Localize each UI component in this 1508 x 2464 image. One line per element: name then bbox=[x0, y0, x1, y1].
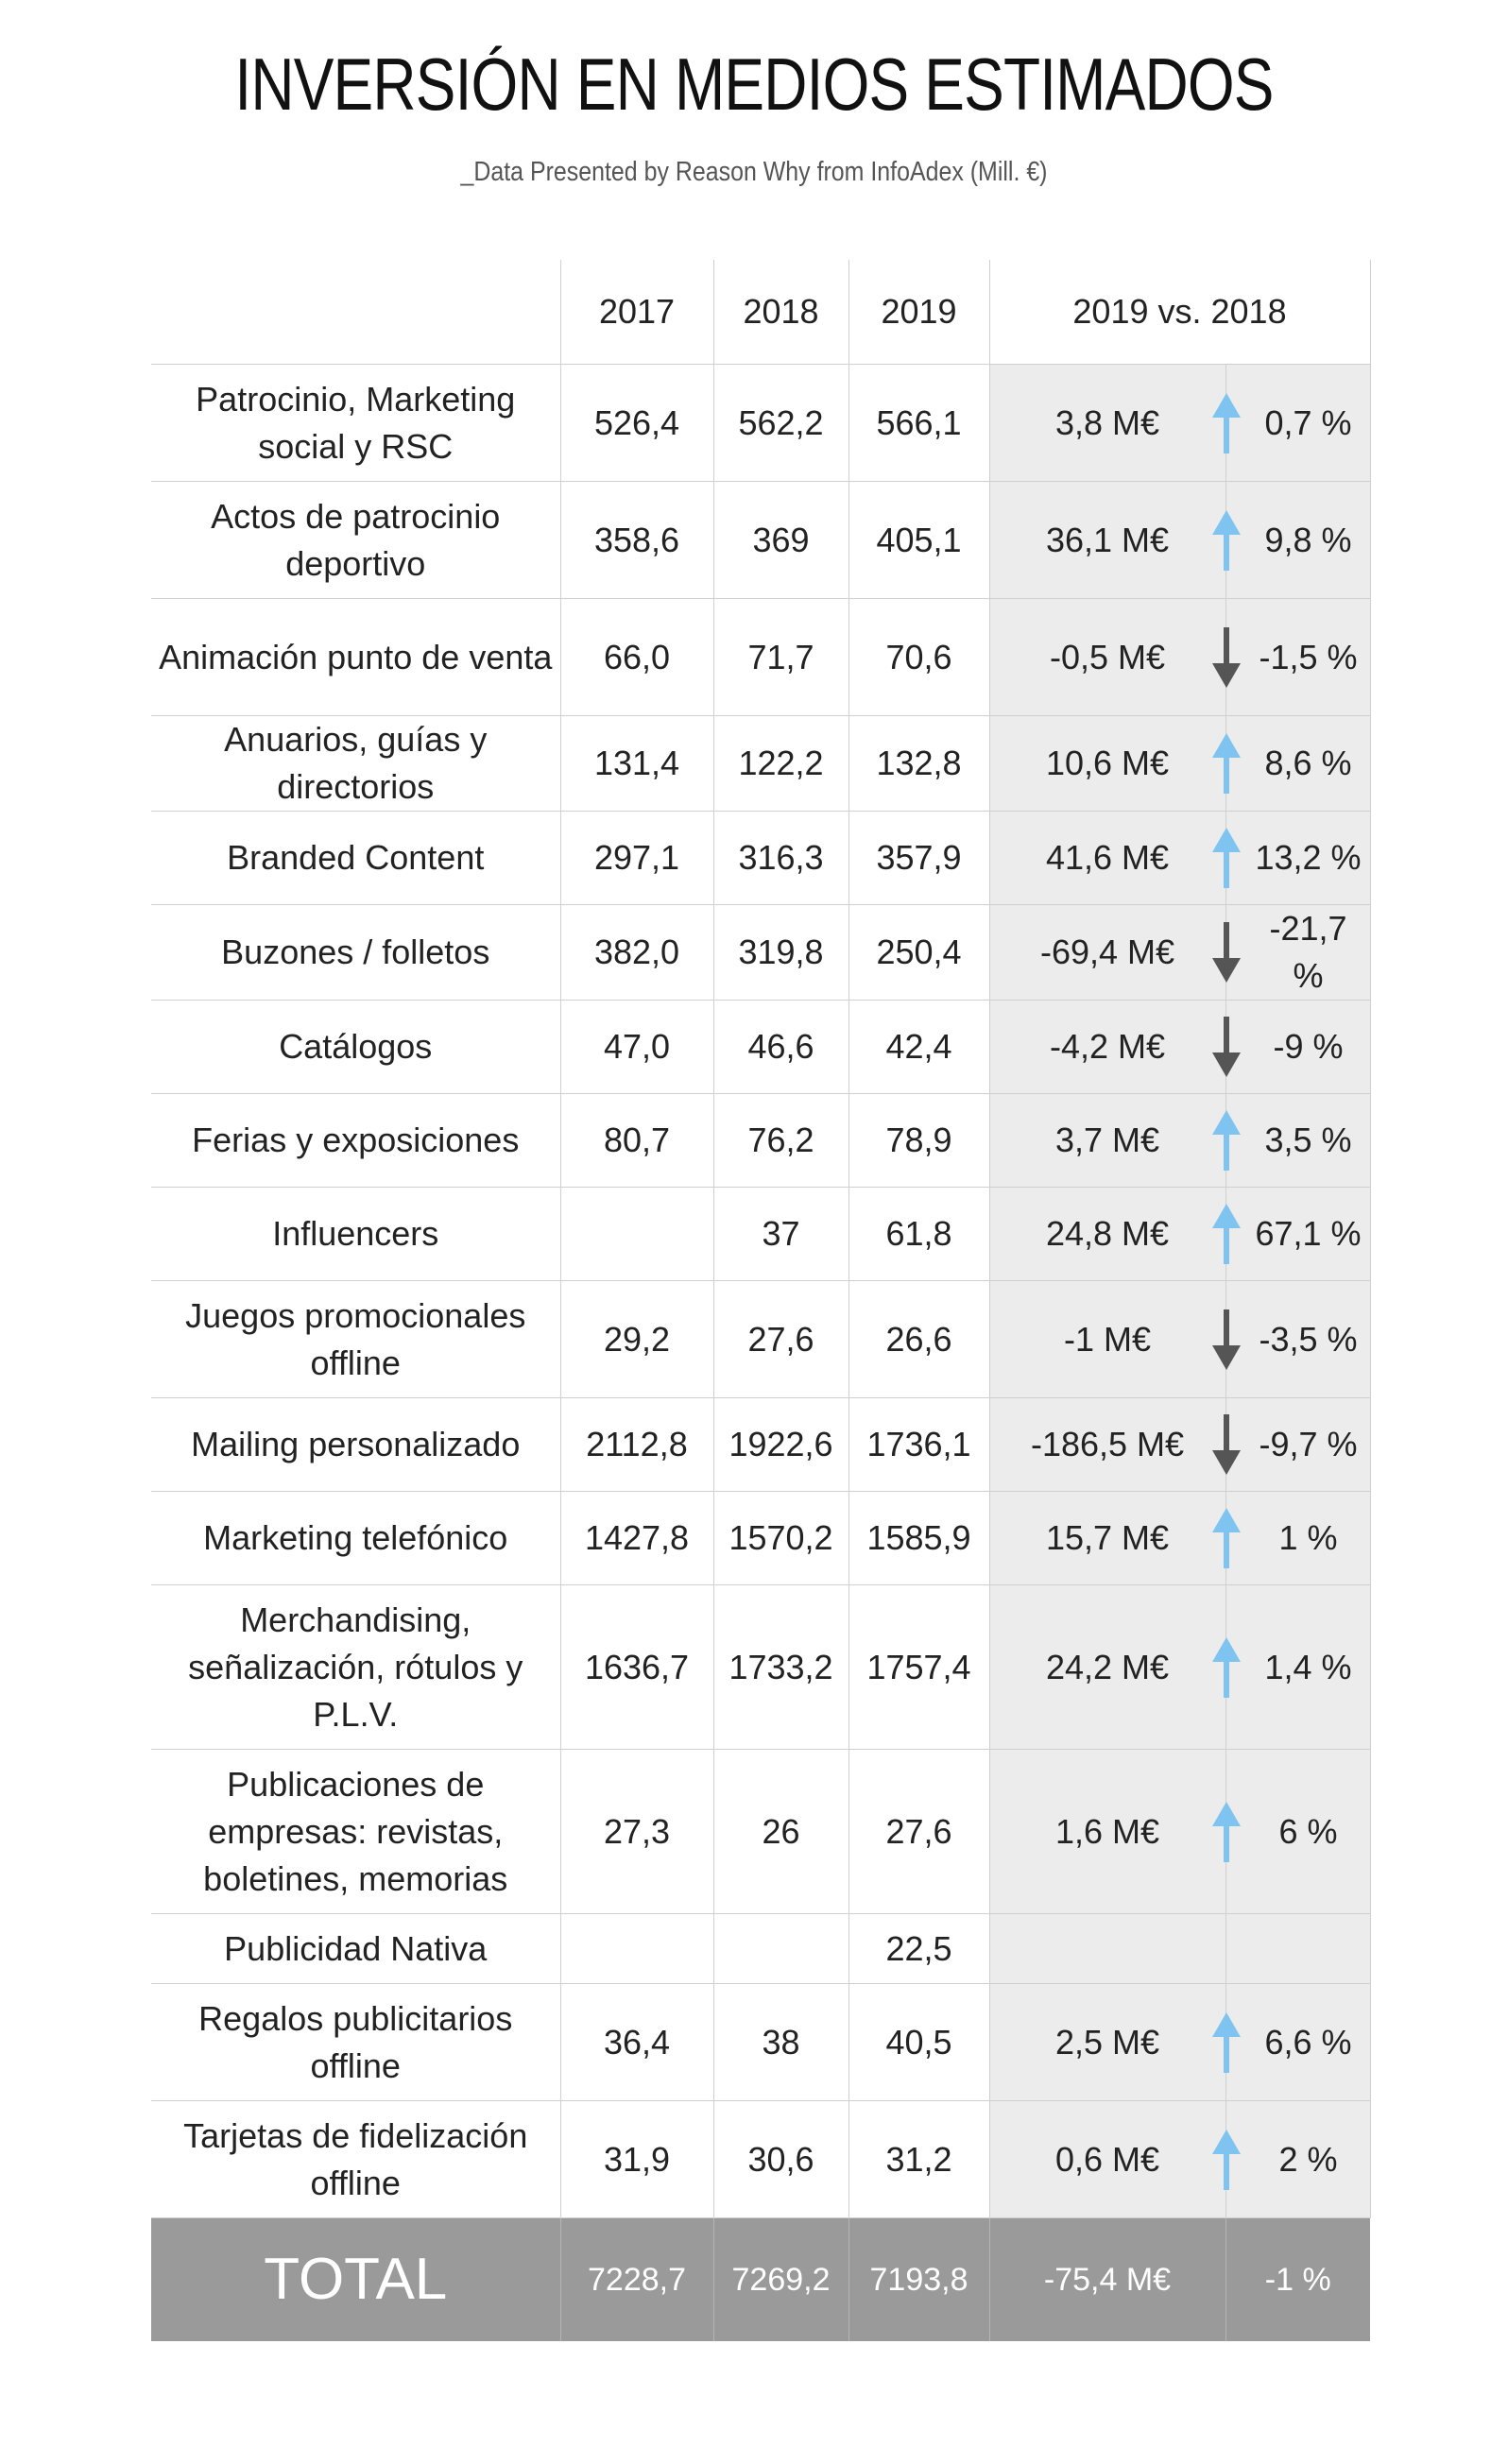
header-blank-cell bbox=[151, 260, 560, 365]
pct-value: -1,5 % bbox=[1259, 637, 1358, 676]
value-2018: 26 bbox=[713, 1750, 848, 1914]
table-row bbox=[151, 905, 1370, 1001]
total-2017: 7228,7 bbox=[560, 2218, 713, 2342]
value-2017: 382,0 bbox=[560, 905, 713, 1001]
value-2017: 31,9 bbox=[560, 2101, 713, 2218]
value-2018: 46,6 bbox=[713, 1001, 848, 1094]
diff-value: 24,2 M€ bbox=[989, 1585, 1225, 1750]
table-row bbox=[151, 716, 1370, 812]
header-2018: 2018 bbox=[713, 260, 848, 365]
value-2017: 47,0 bbox=[560, 1001, 713, 1094]
value-2018: 76,2 bbox=[713, 1094, 848, 1188]
diff-value: 10,6 M€ bbox=[989, 716, 1225, 812]
table-row bbox=[151, 1914, 1370, 1984]
total-pct: -1 % bbox=[1225, 2218, 1370, 2342]
row-label: Tarjetas de fidelización offline bbox=[151, 2101, 560, 2218]
diff-value: 36,1 M€ bbox=[989, 482, 1225, 599]
value-2019: 1585,9 bbox=[848, 1492, 989, 1585]
value-2017 bbox=[560, 1188, 713, 1281]
diff-value: -0,5 M€ bbox=[989, 599, 1225, 716]
pct-cell bbox=[1225, 716, 1370, 812]
diff-value: 2,5 M€ bbox=[989, 1984, 1225, 2101]
total-2019: 7193,8 bbox=[848, 2218, 989, 2342]
value-2018: 71,7 bbox=[713, 599, 848, 716]
row-label: Publicidad Nativa bbox=[151, 1914, 560, 1984]
pct-cell bbox=[1225, 2101, 1370, 2218]
arrow-down-icon bbox=[1212, 922, 1241, 983]
row-label: Branded Content bbox=[151, 812, 560, 905]
pct-value: -21,7 % bbox=[1269, 909, 1347, 995]
table-row bbox=[151, 365, 1370, 482]
pct-cell bbox=[1225, 1585, 1370, 1750]
pct-cell bbox=[1225, 482, 1370, 599]
table-row bbox=[151, 1188, 1370, 1281]
diff-value: -4,2 M€ bbox=[989, 1001, 1225, 1094]
table-row bbox=[151, 1984, 1370, 2101]
value-2018: 1733,2 bbox=[713, 1585, 848, 1750]
arrow-up-icon bbox=[1212, 510, 1241, 571]
value-2019: 70,6 bbox=[848, 599, 989, 716]
value-2017: 297,1 bbox=[560, 812, 713, 905]
diff-value: 0,6 M€ bbox=[989, 2101, 1225, 2218]
row-label: Animación punto de venta bbox=[151, 599, 560, 716]
total-2018: 7269,2 bbox=[713, 2218, 848, 2342]
value-2018: 562,2 bbox=[713, 365, 848, 482]
pct-cell bbox=[1225, 1984, 1370, 2101]
pct-cell bbox=[1225, 1398, 1370, 1492]
arrow-up-icon bbox=[1212, 1508, 1241, 1568]
value-2017 bbox=[560, 1914, 713, 1984]
diff-value: -186,5 M€ bbox=[989, 1398, 1225, 1492]
pct-cell bbox=[1225, 365, 1370, 482]
header-2019: 2019 bbox=[848, 260, 989, 365]
value-2019: 250,4 bbox=[848, 905, 989, 1001]
value-2019: 40,5 bbox=[848, 1984, 989, 2101]
pct-value: 0,7 % bbox=[1264, 402, 1352, 442]
page-subtitle: _Data Presented by Reason Why from InfoAdex (Mill. €) bbox=[460, 157, 1048, 187]
value-2017: 131,4 bbox=[560, 716, 713, 812]
table-row bbox=[151, 1492, 1370, 1585]
diff-value: 3,8 M€ bbox=[989, 365, 1225, 482]
pct-value: 9,8 % bbox=[1264, 520, 1352, 559]
value-2019: 61,8 bbox=[848, 1188, 989, 1281]
value-2018: 37 bbox=[713, 1188, 848, 1281]
value-2017: 1636,7 bbox=[560, 1585, 713, 1750]
table-row bbox=[151, 1281, 1370, 1398]
arrow-up-icon bbox=[1212, 1637, 1241, 1698]
value-2018: 316,3 bbox=[713, 812, 848, 905]
value-2019: 26,6 bbox=[848, 1281, 989, 1398]
pct-value: -9 % bbox=[1273, 1027, 1344, 1066]
table-row bbox=[151, 2101, 1370, 2218]
value-2018: 319,8 bbox=[713, 905, 848, 1001]
pct-value: 1 % bbox=[1278, 1518, 1338, 1557]
arrow-up-icon bbox=[1212, 2012, 1241, 2073]
value-2018: 1922,6 bbox=[713, 1398, 848, 1492]
value-2018: 369 bbox=[713, 482, 848, 599]
pct-cell bbox=[1225, 1188, 1370, 1281]
table-row bbox=[151, 1094, 1370, 1188]
row-label: Mailing personalizado bbox=[151, 1398, 560, 1492]
row-label: Patrocinio, Marketing social y RSC bbox=[151, 365, 560, 482]
value-2018: 27,6 bbox=[713, 1281, 848, 1398]
arrow-up-icon bbox=[1212, 828, 1241, 888]
pct-value: 6 % bbox=[1278, 1811, 1338, 1851]
pct-value: -3,5 % bbox=[1259, 1319, 1358, 1359]
value-2017: 36,4 bbox=[560, 1984, 713, 2101]
arrow-up-icon bbox=[1212, 393, 1241, 453]
row-label: Catálogos bbox=[151, 1001, 560, 1094]
pct-value: 2 % bbox=[1278, 2139, 1338, 2179]
value-2019: 27,6 bbox=[848, 1750, 989, 1914]
value-2017: 2112,8 bbox=[560, 1398, 713, 1492]
pct-cell bbox=[1225, 812, 1370, 905]
value-2017: 358,6 bbox=[560, 482, 713, 599]
pct-cell bbox=[1225, 905, 1370, 1001]
pct-value: 13,2 % bbox=[1255, 838, 1362, 877]
table-row bbox=[151, 812, 1370, 905]
diff-value: 1,6 M€ bbox=[989, 1750, 1225, 1914]
media-investment-table bbox=[151, 260, 1371, 2341]
value-2017: 1427,8 bbox=[560, 1492, 713, 1585]
table-row bbox=[151, 482, 1370, 599]
pct-value: 1,4 % bbox=[1264, 1647, 1352, 1686]
header-2017: 2017 bbox=[560, 260, 713, 365]
table-row bbox=[151, 1398, 1370, 1492]
table-row bbox=[151, 599, 1370, 716]
value-2019: 31,2 bbox=[848, 2101, 989, 2218]
page-title: INVERSIÓN EN MEDIOS ESTIMADOS bbox=[234, 43, 1274, 126]
pct-cell bbox=[1225, 599, 1370, 716]
pct-value: 6,6 % bbox=[1264, 2022, 1352, 2062]
diff-value: 3,7 M€ bbox=[989, 1094, 1225, 1188]
value-2018 bbox=[713, 1914, 848, 1984]
total-label: TOTAL bbox=[151, 2218, 560, 2342]
arrow-down-icon bbox=[1212, 1309, 1241, 1370]
row-label: Marketing telefónico bbox=[151, 1492, 560, 1585]
value-2018: 30,6 bbox=[713, 2101, 848, 2218]
pct-value: 3,5 % bbox=[1264, 1121, 1352, 1159]
value-2017: 29,2 bbox=[560, 1281, 713, 1398]
diff-value: 41,6 M€ bbox=[989, 812, 1225, 905]
row-label: Actos de patrocinio deportivo bbox=[151, 482, 560, 599]
value-2019: 22,5 bbox=[848, 1914, 989, 1984]
value-2018: 122,2 bbox=[713, 716, 848, 812]
row-label: Juegos promocionales offline bbox=[151, 1281, 560, 1398]
value-2018: 1570,2 bbox=[713, 1492, 848, 1585]
pct-cell bbox=[1225, 1492, 1370, 1585]
row-label: Publicaciones de empresas: revistas, boletines, memorias bbox=[151, 1750, 560, 1914]
pct-cell bbox=[1225, 1750, 1370, 1914]
pct-value: -9,7 % bbox=[1259, 1425, 1358, 1463]
total-diff: -75,4 M€ bbox=[989, 2218, 1225, 2342]
row-label: Buzones / folletos bbox=[151, 905, 560, 1001]
arrow-down-icon bbox=[1212, 1414, 1241, 1475]
row-label: Influencers bbox=[151, 1188, 560, 1281]
arrow-up-icon bbox=[1212, 1110, 1241, 1171]
pct-value: 8,6 % bbox=[1264, 744, 1352, 782]
diff-value bbox=[989, 1914, 1225, 1984]
row-label: Regalos publicitarios offline bbox=[151, 1984, 560, 2101]
pct-value: 67,1 % bbox=[1255, 1214, 1362, 1253]
value-2018: 38 bbox=[713, 1984, 848, 2101]
value-2017: 526,4 bbox=[560, 365, 713, 482]
value-2019: 1757,4 bbox=[848, 1585, 989, 1750]
table-row bbox=[151, 1585, 1370, 1750]
value-2019: 357,9 bbox=[848, 812, 989, 905]
diff-value: -69,4 M€ bbox=[989, 905, 1225, 1001]
table-row bbox=[151, 1001, 1370, 1094]
row-label: Anuarios, guías y directorios bbox=[151, 716, 560, 812]
row-label: Ferias y exposiciones bbox=[151, 1094, 560, 1188]
arrow-up-icon bbox=[1212, 2130, 1241, 2190]
value-2019: 132,8 bbox=[848, 716, 989, 812]
value-2017: 80,7 bbox=[560, 1094, 713, 1188]
pct-cell bbox=[1225, 1001, 1370, 1094]
diff-value: 24,8 M€ bbox=[989, 1188, 1225, 1281]
value-2019: 405,1 bbox=[848, 482, 989, 599]
value-2019: 566,1 bbox=[848, 365, 989, 482]
header-comparison: 2019 vs. 2018 bbox=[989, 260, 1370, 365]
arrow-up-icon bbox=[1212, 733, 1241, 794]
value-2017: 66,0 bbox=[560, 599, 713, 716]
pct-cell bbox=[1225, 1281, 1370, 1398]
pct-cell bbox=[1225, 1094, 1370, 1188]
total-row bbox=[151, 2218, 1370, 2342]
value-2019: 1736,1 bbox=[848, 1398, 989, 1492]
row-label: Merchandising, señalización, rótulos y P.L.V. bbox=[151, 1585, 560, 1750]
value-2017: 27,3 bbox=[560, 1750, 713, 1914]
arrow-up-icon bbox=[1212, 1204, 1241, 1264]
diff-value: -1 M€ bbox=[989, 1281, 1225, 1398]
diff-value: 15,7 M€ bbox=[989, 1492, 1225, 1585]
arrow-up-icon bbox=[1212, 1802, 1241, 1862]
value-2019: 42,4 bbox=[848, 1001, 989, 1094]
arrow-down-icon bbox=[1212, 1017, 1241, 1077]
header-row bbox=[151, 260, 1370, 365]
pct-cell bbox=[1225, 1914, 1370, 1984]
arrow-down-icon bbox=[1212, 627, 1241, 688]
table-row bbox=[151, 1750, 1370, 1914]
value-2019: 78,9 bbox=[848, 1094, 989, 1188]
